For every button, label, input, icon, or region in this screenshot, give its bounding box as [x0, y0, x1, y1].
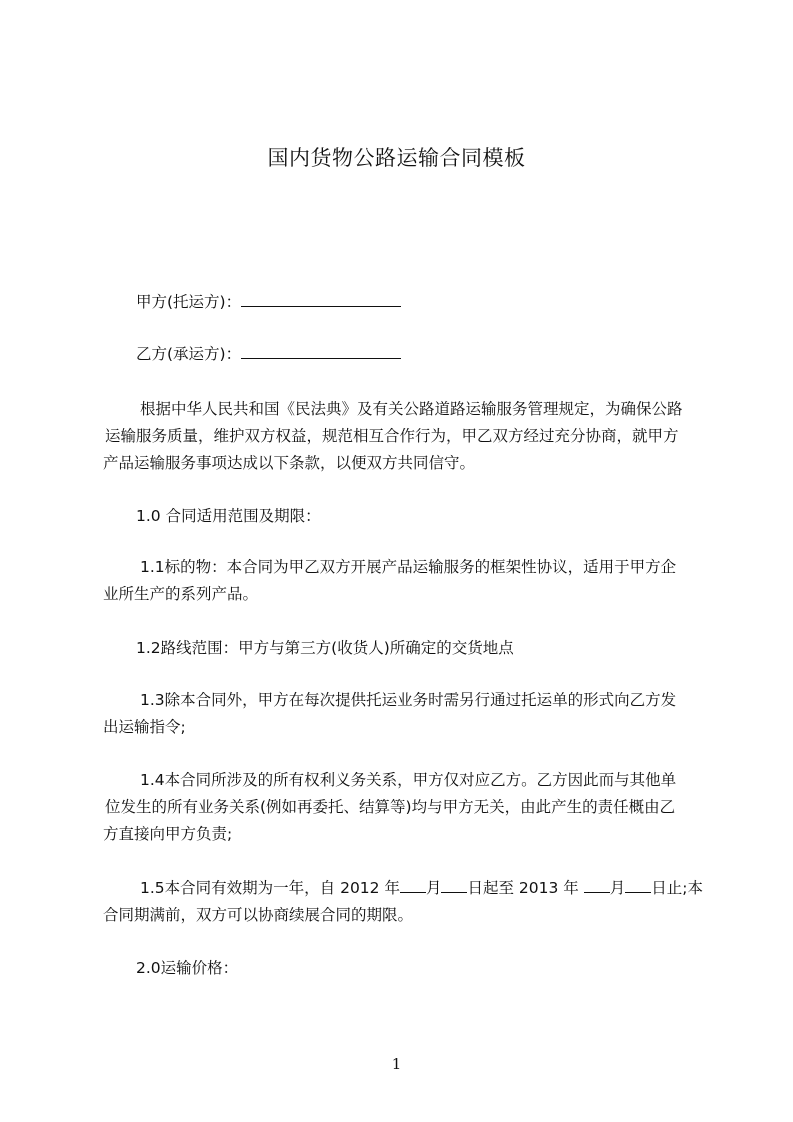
- intro-line-2: 运输服务质量，维护双方权益，规范相互合作行为，甲乙双方经过充分协商，就甲方: [105, 427, 679, 445]
- clause-1-5-month-start: 月: [425, 879, 442, 897]
- party-a-label: 甲方(托运方)：: [136, 293, 242, 311]
- clause-1-5-month-end: 月: [609, 879, 626, 897]
- page-number: 1: [391, 1055, 402, 1073]
- clause-1-4-line-3: 方直接向甲方负责;: [103, 825, 233, 843]
- section-1-heading: 1.0 合同适用范围及期限：: [136, 507, 321, 525]
- clause-1-4-line-2: 位发生的所有业务关系(例如再委托、结算等)均与甲方无关，由此产生的责任概由乙: [105, 798, 676, 816]
- clause-1-4-line-1: 1.4本合同所涉及的所有权利义务关系，甲方仅对应乙方。乙方因此而与其他单: [140, 771, 677, 789]
- party-a-line: [136, 290, 401, 314]
- clause-1-1-line-2: 业所生产的系列产品。: [103, 585, 259, 603]
- intro-line-1: 根据中华人民共和国《民法典》及有关公路道路运输服务管理规定，为确保公路: [140, 400, 683, 418]
- clause-1-5-line-2: 合同期满前，双方可以协商续展合同的期限。: [103, 906, 414, 924]
- party-b-line: [136, 342, 401, 366]
- clause-1-2-line-1: 1.2路线范围：甲方与第三方(收货人)所确定的交货地点: [136, 639, 514, 657]
- month-blank-end[interactable]: [584, 876, 610, 893]
- clause-1-5-text-middle: 日起至 2013 年: [467, 879, 584, 897]
- document-title: 国内货物公路运输合同模板: [267, 146, 526, 170]
- party-b-label: 乙方(承运方)：: [136, 345, 242, 363]
- party-a-blank[interactable]: [241, 290, 401, 307]
- clause-1-3-line-2: 出运输指令;: [103, 718, 186, 736]
- clause-1-5-text-end: 日止;本: [651, 879, 703, 897]
- section-2-heading: 2.0运输价格：: [136, 959, 239, 977]
- clause-1-5-text-start: 1.5本合同有效期为一年，自 2012 年: [140, 879, 400, 897]
- month-blank-start[interactable]: [400, 876, 426, 893]
- intro-line-3: 产品运输服务事项达成以下条款，以便双方共同信守。: [103, 454, 476, 472]
- day-blank-start[interactable]: [441, 876, 467, 893]
- party-b-blank[interactable]: [241, 342, 401, 359]
- clause-1-3-line-1: 1.3除本合同外，甲方在每次提供托运业务时需另行通过托运单的形式向乙方发: [140, 691, 677, 709]
- day-blank-end[interactable]: [625, 876, 651, 893]
- clause-1-5-line-1: [140, 876, 703, 900]
- clause-1-1-line-1: 1.1标的物：本合同为甲乙双方开展产品运输服务的框架性协议，适用于甲方企: [140, 558, 677, 576]
